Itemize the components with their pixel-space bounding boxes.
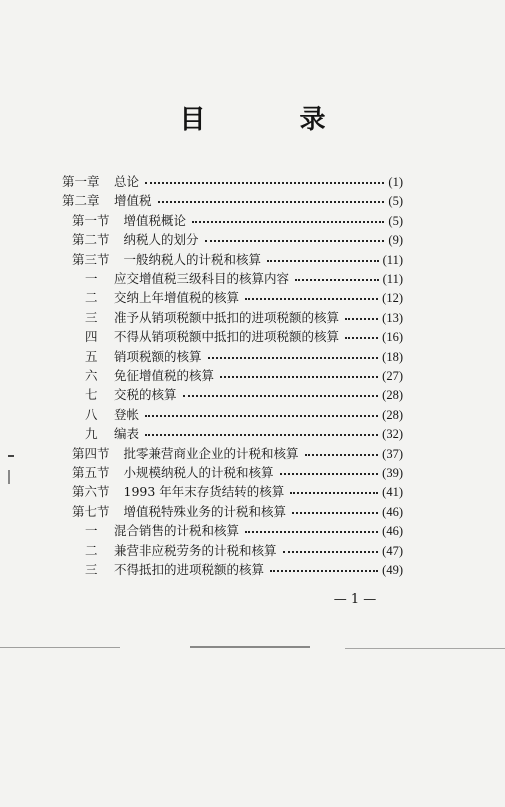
toc-entry-title: 批零兼营商业企业的计税和核算 [123,445,299,461]
toc-entry-label: 第七节 [72,503,110,519]
toc-entry-page: (11) [382,272,403,286]
toc-leader-dots [292,512,378,514]
toc-entry-title: 1993 年年末存货结转的核算 [123,484,285,500]
toc-leader-dots [270,570,378,572]
toc-leader-dots [305,454,379,456]
toc-leader-dots [208,357,379,359]
toc-entry-page: (18) [382,349,403,364]
toc-entry [85,327,403,347]
scan-line-right [345,648,505,649]
toc-entry-page: (46) [382,524,403,539]
toc-entry-title: 登帐 [114,406,140,422]
toc-entry-page: (47) [382,543,403,558]
toc-entry-page: (9) [388,233,403,248]
toc-entry-page: (27) [382,369,403,383]
toc-entry [72,502,403,522]
toc-entry-title: 销项税额的核算 [114,348,202,364]
toc-entry-page: (28) [382,388,403,403]
toc-entry-title: 混合销售的计税和核算 [114,523,240,539]
toc-entry [85,385,403,405]
toc-leader-dots [345,318,378,320]
toc-entry-label: 第二节 [72,232,110,248]
page-number: — 1 — [333,592,377,607]
toc-entry-title: 小规模纳税人的计税和核算 [123,465,274,480]
toc-entry-title: 增值税 [114,193,152,209]
toc-entry-label: 第五节 [72,465,110,480]
toc-entry-label: 三 [85,562,98,577]
toc-entry-label: 五 [85,348,98,364]
toc-entry [72,463,403,483]
toc-entry-page: (49) [382,563,403,577]
toc-entry-title: 不得抵扣的进项税额的核算 [114,562,265,577]
toc-entry-label: 第三节 [72,251,110,267]
toc-entry [72,230,403,250]
toc-entry-page: (1) [388,175,403,189]
toc-entry-title: 交税的核算 [114,387,177,403]
toc-entry-title: 增值税特殊业务的计税和核算 [123,503,287,519]
toc-leader-dots [158,201,385,203]
toc-entry [85,560,403,580]
page-title: 目 录 [179,105,360,135]
toc-entry-label: 第一章 [62,174,100,189]
toc-entry [72,250,403,270]
toc-entry [62,172,403,192]
toc-leader-dots [220,376,378,378]
toc-entry [85,541,403,561]
toc-entry-page: (32) [382,427,403,442]
toc-entry-label: 九 [85,426,98,442]
toc-entry [85,405,403,425]
toc-entry-page: (46) [382,504,403,519]
toc-entry-label: 一 [85,523,98,539]
toc-entry-page: (5) [388,194,403,209]
toc-entry [85,366,403,386]
toc-entry-title: 兼营非应税劳务的计税和核算 [114,542,277,558]
toc-leader-dots [245,298,378,300]
toc-entry [72,444,403,464]
toc-leader-dots [245,531,378,533]
toc-entry [72,482,403,502]
toc-entry-label: 一 [85,271,98,286]
toc-entry-page: (39) [382,466,403,480]
toc-leader-dots [205,240,385,242]
toc-leader-dots [145,415,378,417]
toc-entry-page: (12) [382,291,403,306]
toc-entry-label: 第一节 [72,212,110,228]
toc-entry [85,308,403,328]
toc-entry-label: 三 [85,309,98,325]
toc-leader-dots [145,434,378,436]
toc-leader-dots [183,395,379,397]
toc-entry [85,288,403,308]
toc-entry [85,521,403,541]
toc-entry-title: 纳税人的划分 [123,232,199,248]
toc-entry-label: 四 [85,329,98,345]
toc-leader-dots [280,473,379,475]
toc-entry-title: 增值税概论 [123,212,187,228]
toc-entry-title: 一般纳税人的计税和核算 [123,251,262,267]
toc-entry-title: 免征增值税的核算 [114,368,215,383]
toc-entry-page: (16) [382,330,403,345]
toc-entry-page: (5) [388,213,403,228]
toc-entry-label: 七 [85,387,98,403]
scan-speck [8,470,10,484]
toc-entry-page: (13) [382,310,403,325]
toc-leader-dots [290,492,378,494]
toc-entry-label: 第四节 [72,445,110,461]
scan-line-left [0,647,120,648]
toc-entry [85,347,403,367]
toc-leader-dots [283,551,379,553]
toc-leader-dots [192,221,384,223]
toc-entry [85,424,403,444]
toc-entry [62,191,403,211]
toc-entry-label: 第二章 [62,193,100,209]
toc-entry-title: 交纳上年增值税的核算 [114,290,240,306]
toc-leader-dots [345,337,378,339]
toc-entry-title: 不得从销项税额中抵扣的进项税额的核算 [114,329,340,345]
toc-entry-title: 准予从销项税额中抵扣的进项税额的核算 [114,309,340,325]
toc-leader-dots [295,279,379,281]
toc-entry [72,211,403,231]
toc-entry-title: 编表 [114,426,140,442]
toc-entry-title: 应交增值税三级科目的核算内容 [114,271,290,286]
toc-entry-title: 总论 [114,174,140,189]
scan-line-middle [190,646,310,648]
toc-leader-dots [267,260,379,262]
toc-entry [85,269,403,289]
toc-entry-label: 六 [85,368,98,383]
toc-entry-label: 第六节 [72,484,110,500]
toc-leader-dots [145,182,384,184]
toc-entry-page: (11) [382,252,403,267]
scan-speck [8,455,14,457]
toc-entry-page: (41) [382,485,403,500]
toc-entry-page: (28) [382,407,403,422]
toc-entry-label: 二 [85,290,98,306]
toc-entry-label: 八 [85,406,98,422]
toc-entry-label: 二 [85,542,98,558]
toc-entry-page: (37) [382,446,403,461]
